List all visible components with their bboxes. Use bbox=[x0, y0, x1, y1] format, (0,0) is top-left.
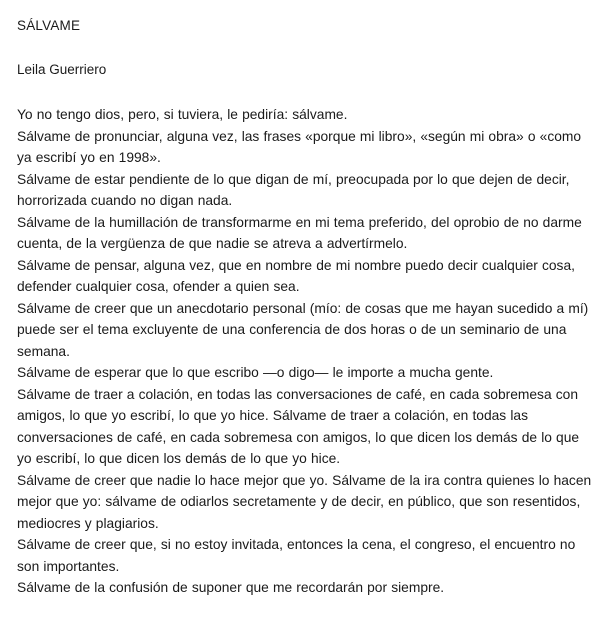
document-author: Leila Guerriero bbox=[17, 62, 107, 77]
paragraph: Sálvame de pronunciar, alguna vez, las frases «porque mi libro», «según mi obra» o «como ya escribí yo en 1998». bbox=[17, 128, 582, 165]
paragraph: Sálvame de traer a colación, en todas las conversaciones de café, en cada sobremesa con amigos, lo que yo escribí, lo que yo hice. Sálvame de traer a colación, en todas las conversaciones de café, en cada sobremesa con amigos, lo que dicen los demás de lo que yo escribí, lo que dicen los demás de lo que yo hice. bbox=[17, 386, 580, 466]
paragraph: Sálvame de la humillación de transformarme en mi tema preferido, del oprobio de no darme cuenta, de la vergüenza de que nadie se atreva a advertírmelo. bbox=[17, 214, 582, 251]
paragraph: Sálvame de creer que un anecdotario personal (mío: de cosas que me hayan sucedido a mí) puede ser el tema excluyente de una conferencia de dos horas o de un seminario de una semana. bbox=[17, 300, 589, 359]
paragraph: Sálvame de creer que nadie lo hace mejor que yo. Sálvame de la ira contra quienes lo hacen mejor que yo: sálvame de odiarlos secretamente y de decir, en público, que son resentidos, mediocres y plagiarios. bbox=[17, 472, 592, 531]
paragraph: Yo no tengo dios, pero, si tuviera, le pediría: sálvame. bbox=[17, 107, 348, 122]
document-title: SÁLVAME bbox=[17, 18, 81, 33]
document-body bbox=[17, 104, 596, 599]
paragraph: Sálvame de estar pendiente de lo que digan de mí, preocupada por lo que dejen de decir, horrorizada cuando no digan nada. bbox=[17, 171, 570, 208]
paragraph: Sálvame de pensar, alguna vez, que en nombre de mi nombre puedo decir cualquier cosa, defender cualquier cosa, ofender a quien sea. bbox=[17, 257, 575, 294]
paragraph: Sálvame de esperar que lo que escribo —o digo— le importe a mucha gente. bbox=[17, 365, 494, 380]
paragraph: Sálvame de creer que, si no estoy invitada, entonces la cena, el congreso, el encuentro no son importantes. bbox=[17, 537, 576, 574]
paragraph: Sálvame de la confusión de suponer que me recordarán por siempre. bbox=[17, 580, 445, 595]
